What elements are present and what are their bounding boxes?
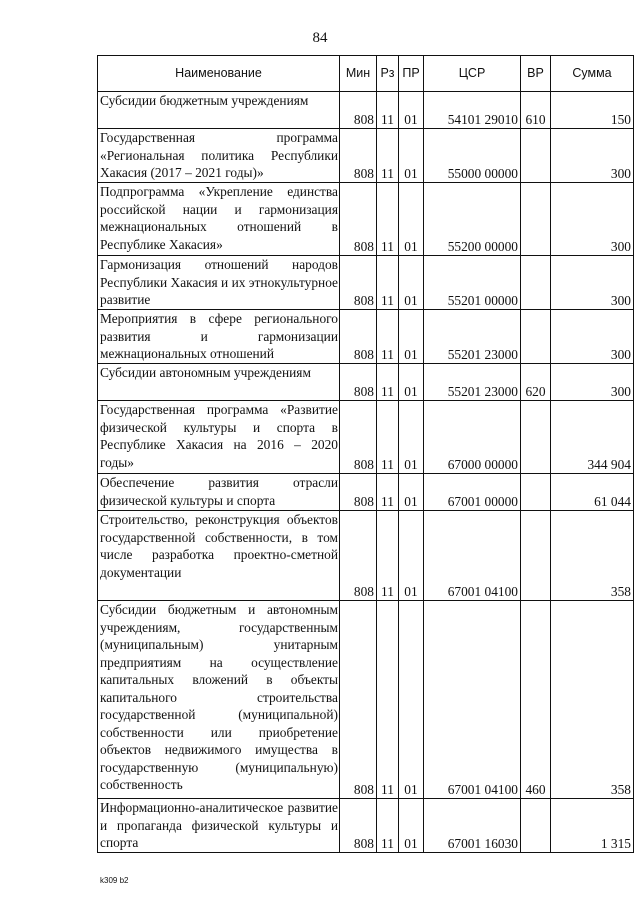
row-rz: 11 [377, 601, 399, 799]
row-rz: 11 [377, 799, 399, 853]
row-pr: 01 [399, 511, 424, 601]
table-row [98, 474, 634, 511]
row-vr [521, 129, 551, 183]
row-name: Государственная программа «Региональная политика Республики Хакасия (2017 – 2021 годы)» [98, 129, 340, 183]
row-min: 808 [340, 511, 377, 601]
row-vr: 460 [521, 601, 551, 799]
row-sum: 300 [551, 183, 634, 256]
table-row [98, 183, 634, 256]
row-csr: 67000 00000 [424, 401, 521, 474]
row-name: Мероприятия в сфере регионального развития и гармонизации межнациональных отношений [98, 310, 340, 364]
row-sum: 300 [551, 256, 634, 310]
row-csr: 67001 00000 [424, 474, 521, 511]
row-rz: 11 [377, 183, 399, 256]
row-rz: 11 [377, 474, 399, 511]
header-vr: ВР [521, 56, 551, 92]
row-rz: 11 [377, 256, 399, 310]
table-row [98, 364, 634, 401]
header-min: Мин [340, 56, 377, 92]
row-vr [521, 474, 551, 511]
row-csr: 67001 04100 [424, 511, 521, 601]
row-sum: 300 [551, 129, 634, 183]
row-min: 808 [340, 256, 377, 310]
row-csr: 55201 23000 [424, 364, 521, 401]
row-min: 808 [340, 129, 377, 183]
table-row [98, 310, 634, 364]
row-rz: 11 [377, 364, 399, 401]
row-name: Субсидии бюджетным и автономным учреждениям, государственным (муниципальным) унитарным предприятиям на осуществление капитальных вложений в объекты капитального строительства государственной (муниципальной) собственности или приобретение объектов недвижимого имущества в государственную (муниципальную) собственность [98, 601, 340, 799]
header-sum: Сумма [551, 56, 634, 92]
row-vr [521, 256, 551, 310]
table-row [98, 601, 634, 799]
row-csr: 67001 04100 [424, 601, 521, 799]
row-sum: 61 044 [551, 474, 634, 511]
row-name: Государственная программа «Развитие физической культуры и спорта в Республике Хакасия на 2016 – 2020 годы» [98, 401, 340, 474]
row-sum: 344 904 [551, 401, 634, 474]
table-row [98, 129, 634, 183]
table-row [98, 799, 634, 853]
budget-table [97, 55, 634, 853]
row-pr: 01 [399, 92, 424, 129]
row-vr [521, 183, 551, 256]
table-row [98, 256, 634, 310]
header-name: Наименование [98, 56, 340, 92]
row-csr: 54101 29010 [424, 92, 521, 129]
row-sum: 300 [551, 364, 634, 401]
row-rz: 11 [377, 310, 399, 364]
row-sum: 1 315 [551, 799, 634, 853]
row-pr: 01 [399, 474, 424, 511]
row-sum: 300 [551, 310, 634, 364]
table-row [98, 401, 634, 474]
row-rz: 11 [377, 511, 399, 601]
row-pr: 01 [399, 183, 424, 256]
footer-code: k309 b2 [100, 876, 129, 885]
row-rz: 11 [377, 129, 399, 183]
row-name: Подпрограмма «Укрепление единства российской нации и гармонизация межнациональных отношений в Республике Хакасия» [98, 183, 340, 256]
row-sum: 150 [551, 92, 634, 129]
row-min: 808 [340, 474, 377, 511]
row-csr: 55000 00000 [424, 129, 521, 183]
row-vr [521, 511, 551, 601]
row-vr: 620 [521, 364, 551, 401]
header-pr: ПР [399, 56, 424, 92]
row-name: Строительство, реконструкция объектов государственной собственности, в том числе разработка проектно-сметной документации [98, 511, 340, 601]
row-name: Информационно-аналитическое развитие и пропаганда физической культуры и спорта [98, 799, 340, 853]
row-vr [521, 310, 551, 364]
row-min: 808 [340, 364, 377, 401]
row-min: 808 [340, 183, 377, 256]
row-vr: 610 [521, 92, 551, 129]
row-name: Обеспечение развития отрасли физической культуры и спорта [98, 474, 340, 511]
table-row [98, 511, 634, 601]
row-pr: 01 [399, 310, 424, 364]
row-pr: 01 [399, 364, 424, 401]
header-csr: ЦСР [424, 56, 521, 92]
row-pr: 01 [399, 129, 424, 183]
table-row [98, 92, 634, 129]
row-name: Гармонизация отношений народов Республики Хакасия и их этнокультурное развитие [98, 256, 340, 310]
row-pr: 01 [399, 401, 424, 474]
row-min: 808 [340, 92, 377, 129]
row-min: 808 [340, 799, 377, 853]
row-min: 808 [340, 401, 377, 474]
row-rz: 11 [377, 92, 399, 129]
row-csr: 55201 23000 [424, 310, 521, 364]
row-min: 808 [340, 601, 377, 799]
row-vr [521, 401, 551, 474]
row-name: Субсидии автономным учреждениям [98, 364, 340, 401]
row-vr [521, 799, 551, 853]
row-sum: 358 [551, 511, 634, 601]
row-csr: 67001 16030 [424, 799, 521, 853]
row-name: Субсидии бюджетным учреждениям [98, 92, 340, 129]
row-pr: 01 [399, 799, 424, 853]
row-csr: 55201 00000 [424, 256, 521, 310]
page-number: 84 [312, 30, 328, 46]
row-rz: 11 [377, 401, 399, 474]
header-rz: Рз [377, 56, 399, 92]
row-sum: 358 [551, 601, 634, 799]
row-pr: 01 [399, 601, 424, 799]
row-min: 808 [340, 310, 377, 364]
row-csr: 55200 00000 [424, 183, 521, 256]
row-pr: 01 [399, 256, 424, 310]
table-header-row [98, 56, 634, 92]
